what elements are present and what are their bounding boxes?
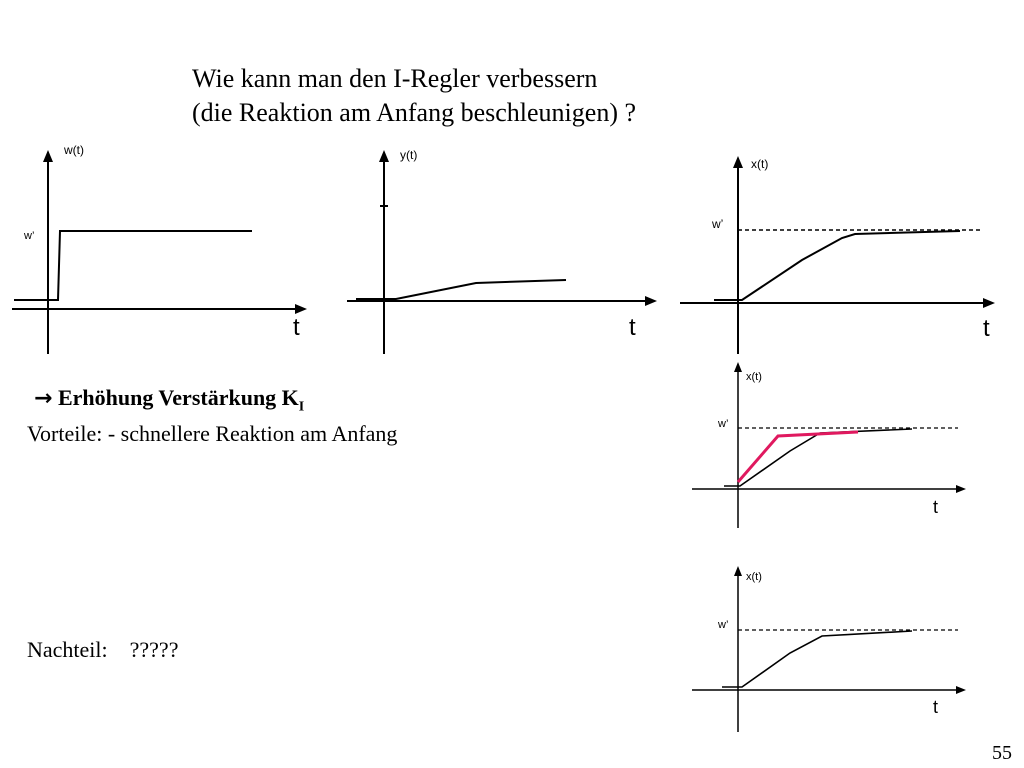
plot-x3	[692, 566, 966, 732]
disadvantages-value: ?????	[129, 637, 179, 662]
x2-y-axis-arrow-icon	[734, 362, 742, 372]
w-ylabel: w(t)	[64, 143, 84, 157]
y-x-axis-arrow-icon	[645, 296, 657, 306]
w-y-axis-arrow-icon	[43, 150, 53, 162]
y-y-axis-arrow-icon	[379, 150, 389, 162]
title-line-2: (die Reaktion am Anfang beschleunigen) ?	[192, 98, 637, 127]
x1-response-curve	[714, 231, 960, 300]
x1-x-axis-arrow-icon	[983, 298, 995, 308]
x3-x-axis-arrow-icon	[956, 686, 966, 694]
title-line-1: Wie kann man den I-Regler verbessern	[192, 64, 598, 93]
y-xlabel: t	[629, 314, 636, 341]
x3-response-curve	[722, 631, 912, 687]
right-arrow-icon: →	[34, 386, 53, 411]
x1-level-label: w’	[712, 217, 724, 231]
x3-level-label: w’	[718, 619, 729, 631]
plot-y	[347, 148, 657, 354]
y-response-curve	[356, 280, 566, 299]
w-xlabel: t	[293, 314, 300, 341]
advantages-text: Vorteile: - schnellere Reaktion am Anfang	[27, 421, 398, 446]
w-step-curve	[14, 231, 252, 300]
w-x-axis-arrow-icon	[295, 304, 307, 314]
plot-x1	[680, 156, 995, 354]
page-number: 55	[992, 742, 1012, 764]
bullet-subscript: I	[298, 399, 305, 415]
x1-y-axis-arrow-icon	[733, 156, 743, 168]
x3-xlabel: t	[933, 697, 939, 717]
x2-original-curve	[724, 429, 912, 486]
plot-w	[12, 143, 307, 354]
x2-level-label: w’	[718, 418, 729, 430]
x2-xlabel: t	[933, 497, 939, 517]
disadvantages-label: Nachteil:	[27, 637, 108, 662]
w-level-label: w’	[24, 230, 35, 242]
y-ylabel: y(t)	[400, 148, 418, 162]
x2-x-axis-arrow-icon	[956, 485, 966, 493]
x2-ylabel: x(t)	[746, 371, 762, 383]
gain-increase-bullet	[34, 385, 304, 415]
plot-x2	[692, 362, 966, 528]
x1-xlabel: t	[983, 315, 990, 342]
x3-ylabel: x(t)	[746, 571, 762, 583]
disadvantages-row	[27, 637, 178, 663]
x1-ylabel: x(t)	[751, 157, 769, 171]
x3-y-axis-arrow-icon	[734, 566, 742, 576]
bullet-text: Erhöhung Verstärkung K	[57, 385, 299, 410]
